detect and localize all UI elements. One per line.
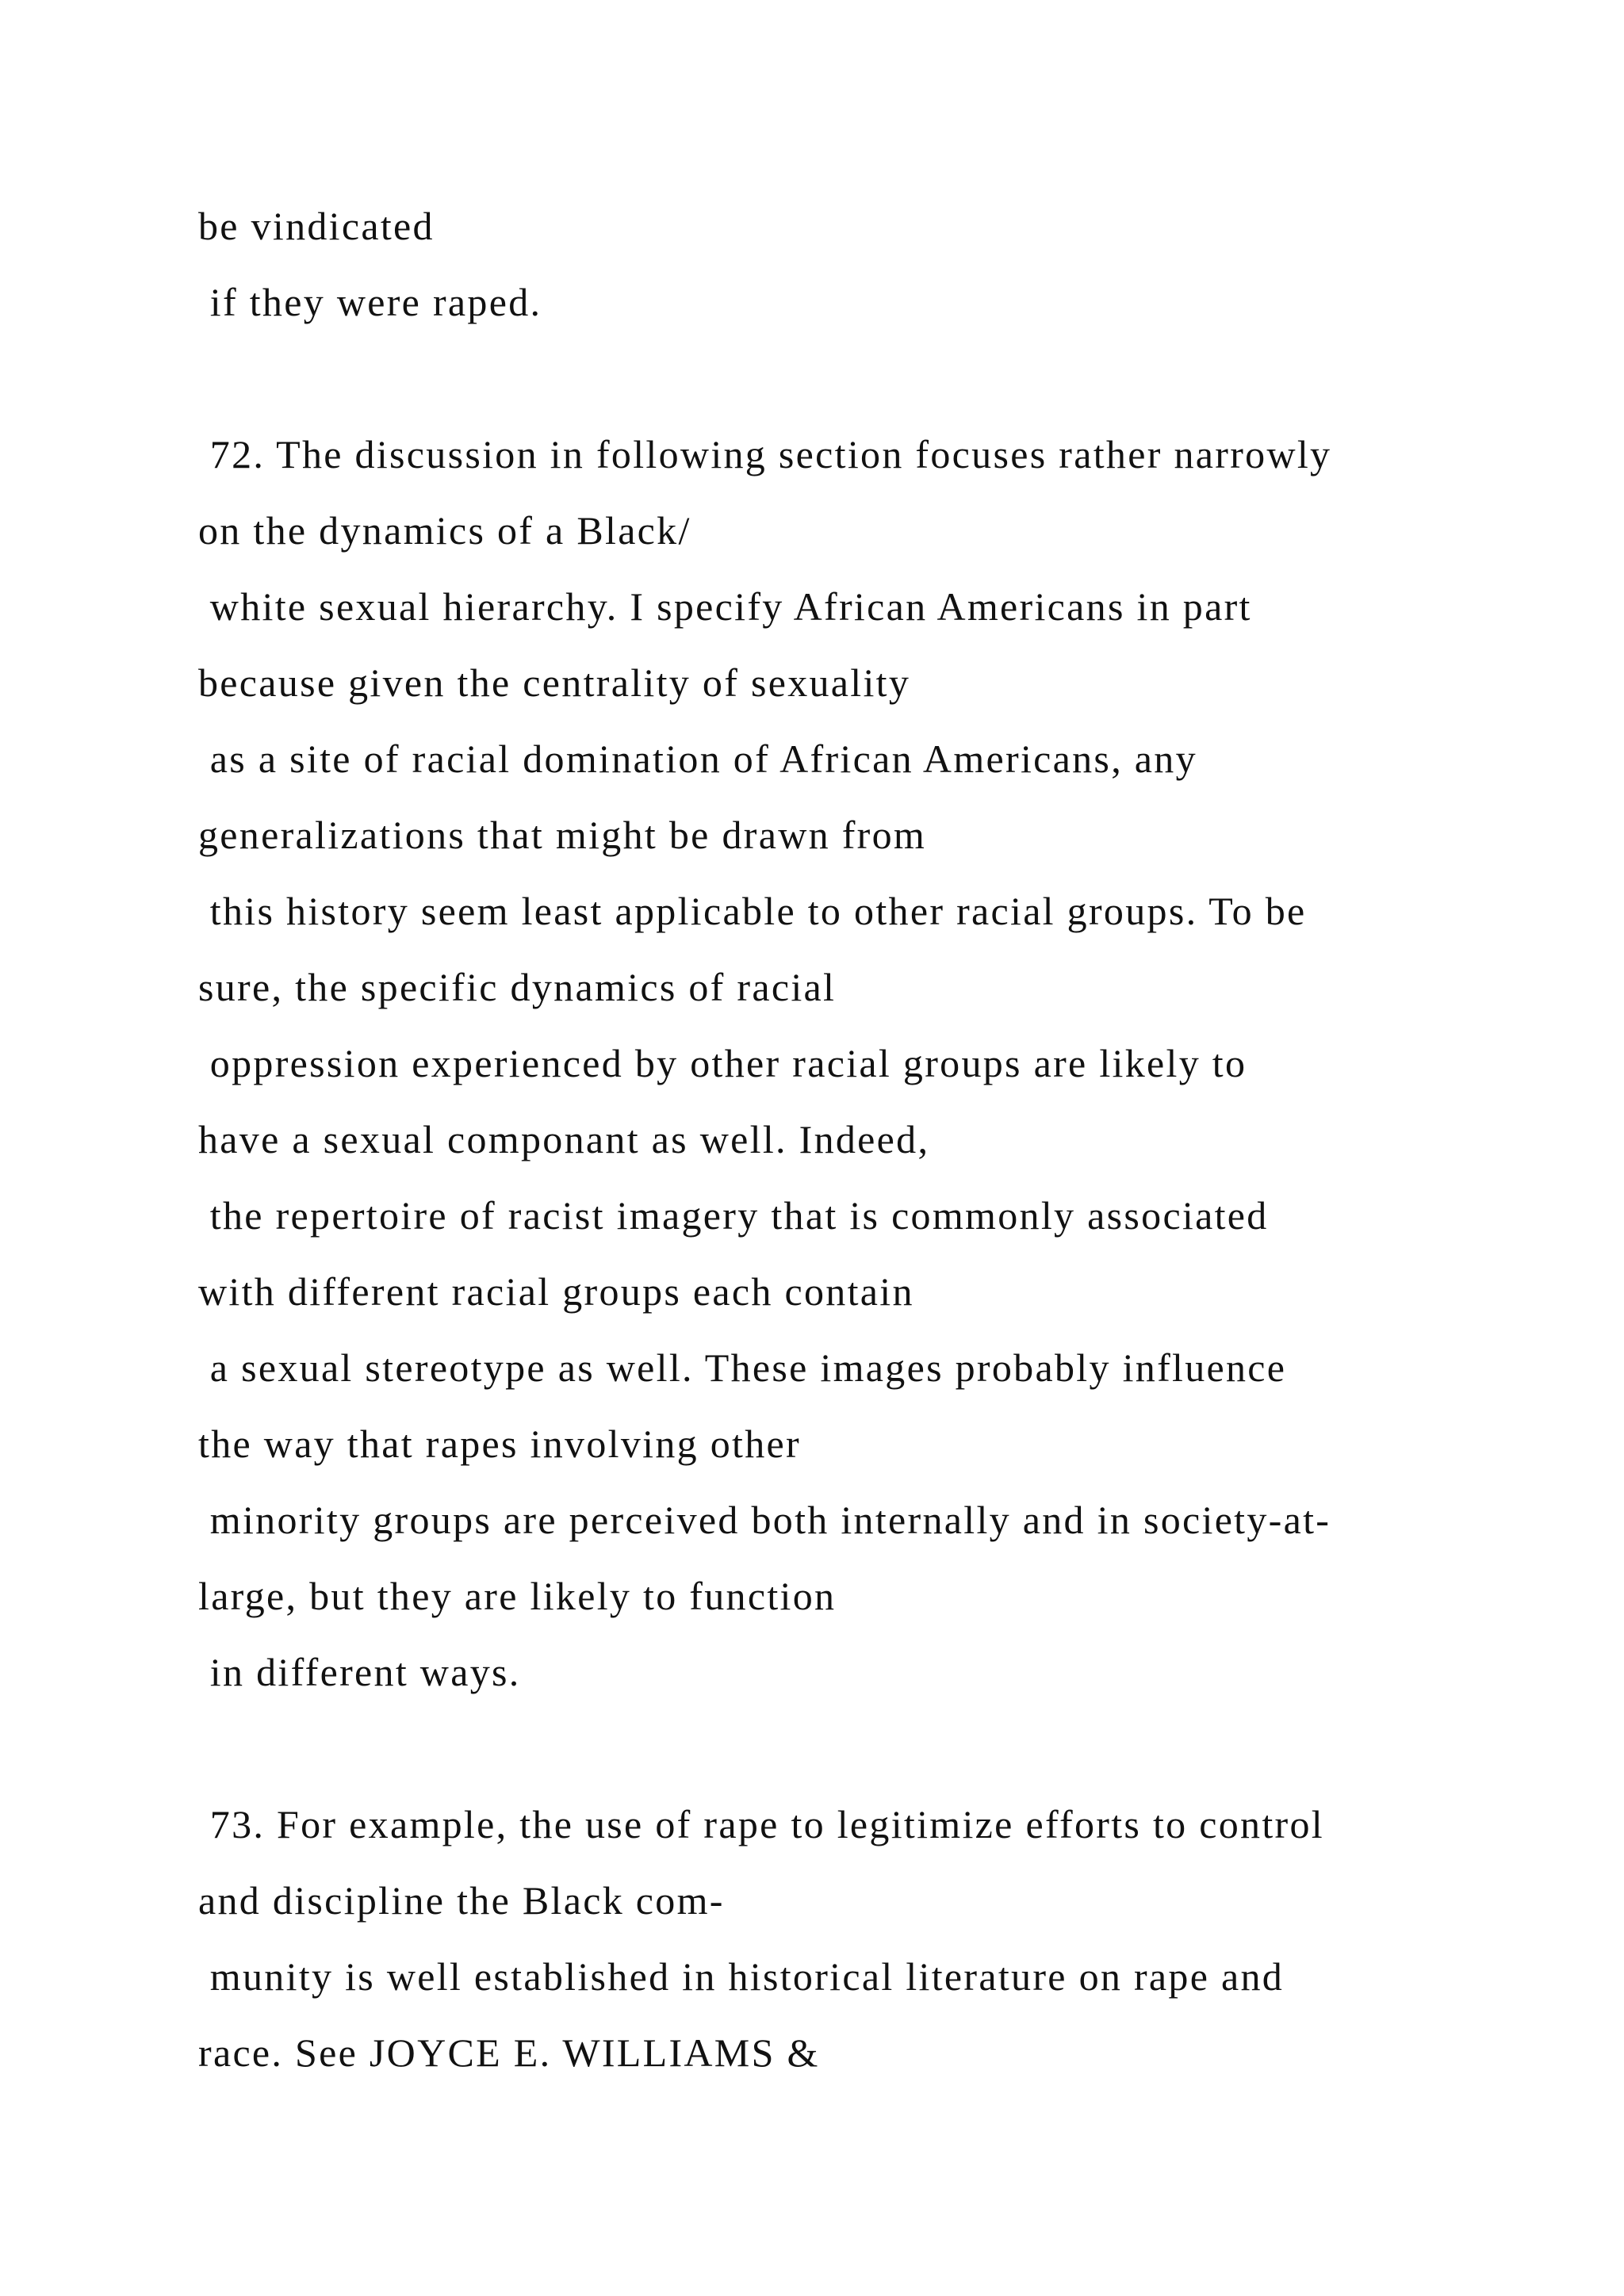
text-line: white sexual hierarchy. I specify African Americans in part	[198, 584, 1252, 629]
text-line: if they were raped.	[198, 280, 542, 324]
text-line: 73. For example, the use of rape to legitimize efforts to control	[198, 1802, 1324, 1846]
text-line: with different racial groups each contain	[198, 1269, 914, 1314]
text-line: sure, the specific dynamics of racial	[198, 965, 837, 1009]
footnote-72	[198, 416, 1562, 1710]
text-line: 72. The discussion in following section focuses rather narrowly	[198, 432, 1332, 476]
text-line: this history seem least applicable to other racial groups. To be	[198, 889, 1307, 933]
footnote-73	[198, 1786, 1562, 2091]
text-line: a sexual stereotype as well. These images probably influence	[198, 1345, 1287, 1390]
text-line: large, but they are likely to function	[198, 1574, 837, 1618]
text-line: minority groups are perceived both internally and in society-at-	[198, 1498, 1331, 1542]
text-line: have a sexual componant as well. Indeed,	[198, 1117, 930, 1161]
text-line: oppression experienced by other racial groups are likely to	[198, 1041, 1247, 1085]
text-column	[198, 188, 1562, 2091]
text-line: and discipline the Black com-	[198, 1878, 725, 1923]
text-line: the way that rapes involving other	[198, 1422, 801, 1466]
text-line: on the dynamics of a Black/	[198, 508, 691, 553]
text-line: be vindicated	[198, 204, 435, 248]
text-line: the repertoire of racist imagery that is commonly associated	[198, 1193, 1269, 1238]
text-line: as a site of racial domination of African Americans, any	[198, 737, 1197, 781]
paragraph-gap	[198, 340, 1562, 416]
paragraph-gap	[198, 1710, 1562, 1786]
text-line: generalizations that might be drawn from	[198, 813, 927, 857]
text-line: because given the centrality of sexuality	[198, 660, 911, 705]
text-line: munity is well established in historical literature on rape and	[198, 1954, 1285, 1999]
paragraph-continuation	[198, 188, 1562, 340]
text-line: race. See JOYCE E. WILLIAMS &	[198, 2030, 820, 2075]
text-line: in different ways.	[198, 1650, 521, 1694]
